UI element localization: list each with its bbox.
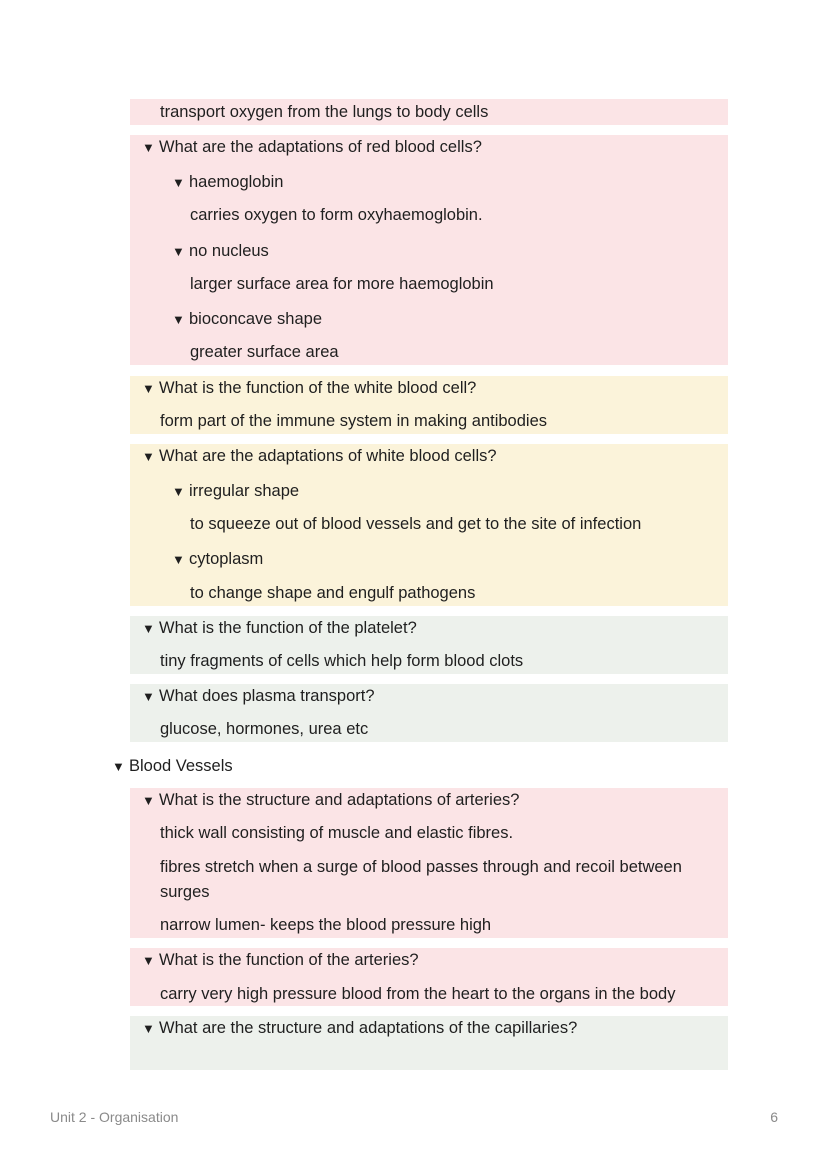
wbc-function-block [130, 376, 728, 434]
toggle-triangle-icon[interactable]: ▼ [142, 621, 155, 636]
toggle-question[interactable]: ▼ What are the structure and adaptations of the capillaries? [142, 1019, 578, 1037]
toggle-triangle-icon[interactable]: ▼ [142, 1021, 155, 1036]
toggle-subitem[interactable]: ▼ irregular shape [172, 482, 300, 500]
toggle-triangle-icon[interactable]: ▼ [142, 793, 155, 808]
footer-unit-label: Unit 2 - Organisation [50, 1109, 179, 1125]
plasma-block [130, 684, 728, 742]
answer-text: greater surface area [190, 343, 339, 361]
toggle-triangle-icon[interactable]: ▼ [112, 759, 125, 774]
answer-text: fibres stretch when a surge of blood passes through and recoil between [160, 858, 682, 876]
toggle-triangle-icon[interactable]: ▼ [172, 175, 185, 190]
toggle-triangle-icon[interactable]: ▼ [172, 312, 185, 327]
answer-text: glucose, hormones, urea etc [160, 720, 369, 738]
toggle-question[interactable]: ▼ What is the function of the arteries? [142, 951, 419, 969]
toggle-question[interactable]: ▼ What is the structure and adaptations of arteries? [142, 791, 520, 809]
toggle-question[interactable]: ▼ What is the function of the platelet? [142, 619, 417, 637]
toggle-triangle-icon[interactable]: ▼ [172, 244, 185, 259]
answer-text: transport oxygen from the lungs to body cells [160, 103, 489, 121]
toggle-subitem[interactable]: ▼ no nucleus [172, 242, 269, 260]
answer-text: surges [160, 883, 210, 901]
toggle-triangle-icon[interactable]: ▼ [172, 484, 185, 499]
answer-text: form part of the immune system in making antibodies [160, 412, 548, 430]
toggle-triangle-icon[interactable]: ▼ [142, 689, 155, 704]
arteries-function-block [130, 948, 728, 1006]
toggle-question[interactable]: ▼ What does plasma transport? [142, 687, 375, 705]
wbc-adaptations-block [130, 444, 728, 606]
page-number: 6 [770, 1109, 778, 1125]
toggle-question[interactable]: ▼ What are the adaptations of red blood cells? [142, 138, 482, 156]
answer-text: tiny fragments of cells which help form blood clots [160, 652, 524, 670]
toggle-triangle-icon[interactable]: ▼ [142, 381, 155, 396]
answer-text: narrow lumen- keeps the blood pressure high [160, 916, 492, 934]
answer-text: to change shape and engulf pathogens [190, 584, 476, 602]
toggle-question[interactable]: ▼ What is the function of the white blood cell? [142, 379, 477, 397]
toggle-subitem[interactable]: ▼ cytoplasm [172, 550, 264, 568]
toggle-subitem[interactable]: ▼ bioconcave shape [172, 310, 323, 328]
section-heading-blood-vessels[interactable]: ▼ Blood Vessels [112, 757, 233, 775]
toggle-triangle-icon[interactable]: ▼ [142, 953, 155, 968]
toggle-question[interactable]: ▼ What are the adaptations of white blood cells? [142, 447, 497, 465]
answer-text: to squeeze out of blood vessels and get to the site of infection [190, 515, 642, 533]
rbc-adaptations-block [130, 135, 728, 365]
toggle-triangle-icon[interactable]: ▼ [142, 140, 155, 155]
capillaries-block [130, 1016, 728, 1070]
toggle-triangle-icon[interactable]: ▼ [142, 449, 155, 464]
toggle-subitem[interactable]: ▼ haemoglobin [172, 173, 284, 191]
answer-text: larger surface area for more haemoglobin [190, 275, 494, 293]
toggle-triangle-icon[interactable]: ▼ [172, 552, 185, 567]
answer-text: carry very high pressure blood from the heart to the organs in the body [160, 985, 676, 1003]
answer-text: thick wall consisting of muscle and elastic fibres. [160, 824, 514, 842]
answer-text: carries oxygen to form oxyhaemoglobin. [190, 206, 483, 224]
rbc-function-block [130, 99, 728, 125]
arteries-structure-block [130, 788, 728, 938]
platelet-block [130, 616, 728, 674]
